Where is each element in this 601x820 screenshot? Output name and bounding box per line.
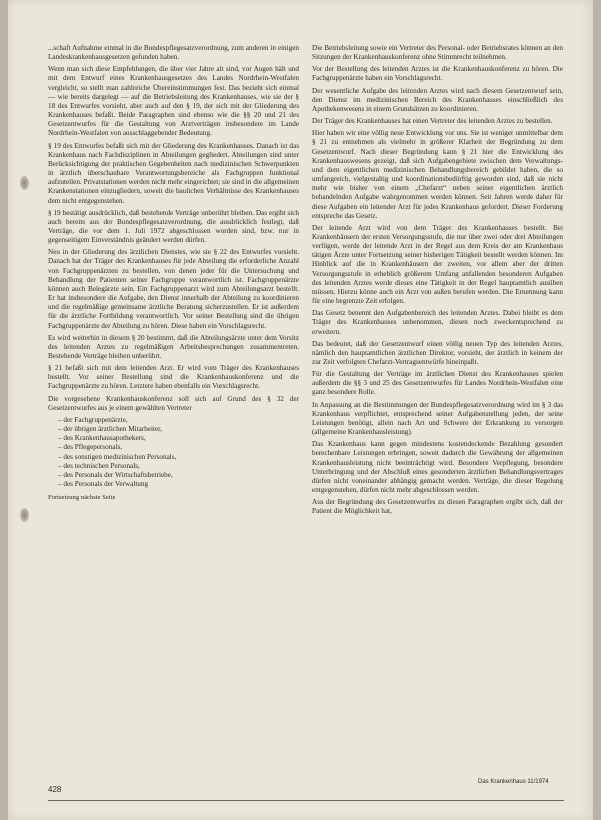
paragraph: Das Krankenhaus kann gegen mindestens kostendeckende Bezahlung gesondert berechenbare Leistungen erbringen, soweit dadurch die Gewährung der allgemeinen Krankenhausleistung nicht beeinträchtigt wird. Besondere Verpflegung, besondere Unterbringung und der Abschluß eines gesonderten ärztlichen Behandlungsvertrages dürfen nicht voneinander abhängig gemacht werden. Verträge, die dieser Regelung entgegenstehen, dürfen nicht mehr abgeschlossen werden. <box>312 440 563 495</box>
list-item: – des Pflegepersonals, <box>58 443 299 452</box>
paragraph: ...schaft Aufnahme einmal in die Bundespflegesatzverordnung, zum anderen in einigen Landeskrankenhausgesetzen gefunden haben. <box>48 44 299 62</box>
paragraph: Die vorgesehene Krankenhauskonferenz soll sich auf Grund des § 32 der Gesetzentwurfes aus je einem gewählten Vertreter <box>48 394 299 412</box>
paragraph: Der wesentliche Aufgabe des leitenden Arztes wird nach diesem Gesetzentwurf sein, den Dienst im medizinischen Bereich des Krankenhauses einschließlich des Apothekenwesens in einem Grundsätzen zu koordinieren. <box>312 86 563 113</box>
list-item: – des sonstigen medizinischen Personals, <box>58 453 299 462</box>
paragraph: In Anpassung an die Bestimmungen der Bundespflegesatzverordnung wird im § 3 das Krankenhaus verpflichtet, entsprechend seiner Aufgabenstellung jeden, der seine Leistungen benötigt, allein nach Art und Schwere der Erkrankung zu versorgen (allgemeine Krankenhausleistung). <box>312 400 563 437</box>
list-item: – des Personals der Wirtschaftsbetriebe, <box>58 471 299 480</box>
list-item: – des technischen Personals, <box>58 462 299 471</box>
binder-hole <box>20 176 29 190</box>
representative-list <box>58 416 299 489</box>
paragraph: Vor der Bestellung des leitenden Arztes ist die Krankenhauskonferenz zu hören. Die Fachgruppenärzte haben ein Vorschlagsrecht. <box>312 65 563 83</box>
list-item: – der Fachgruppenärzte, <box>58 416 299 425</box>
paragraph: Das Gesetz benennt den Aufgabenbereich des leitenden Arztes. Dabei bleibt es dem Träger des Krankenhauses unbenommen, diesen noch zweckentsprechend zu erweitern. <box>312 309 563 336</box>
paragraph: Das bedeutet, daß der Gesetzentwurf einen völlig neuen Typ des leitenden Arztes, nämlich den hauptamtlichen ärztlichen Direktor, vorsieht, der ärztlich in keinem der zur Zeit verfolgten Chefarzt-Vertragsentwürfe hineinpaßt. <box>312 339 563 366</box>
paragraph: Der leitende Arzt wird von dem Träger des Krankenhauses bestellt. Bei Krankenhäusern der ersten Versorgungsstufe, die nur über zwei oder drei Abteilungen verfügen, werde der leitende Arzt in der Regel aus dem Kreis der am Krankenhaus tätigen Ärzte unter Fortsetzung seiner bisherigen Tätigkeit bestellt werden können. Im Hinblick auf die in Krankenhäusern der zweiten, vor allem aber der dritten Versorgungsstufe in erheblich größerem Umfang anfallenden besonderen Aufgaben des leitenden Arztes werde dieses eine Tätigkeit in der Regel hauptamtlich ausüben müssen. Hierzu könne auch ein Arzt von außen berufen werden. Die Ernennung kann für eine begrenzte Zeit erfolgen. <box>312 223 563 306</box>
paragraph: Der Träger des Krankenhauses hat einen Vertreter des leitenden Arztes zu bestellen. <box>312 117 553 126</box>
paragraph: § 21 befaßt sich mit dem leitenden Arzt. Er wird vom Träger des Krankenhauses bestellt. Vor seiner Bestellung sind die Krankenhauskonferenz und die Fachgruppenärzte zu hören. Letztere haben ebenfalls ein Vorschlagsrecht. <box>48 364 299 391</box>
list-item: – des Personals der Verwaltung <box>58 480 299 489</box>
paragraph: § 19 bestätigt ausdrücklich, daß bestehende Verträge unberührt bleiben. Das ergibt sich auch bereits aus der Bundespflegesatzverordnung, die ausdrücklich festlegt, daß Verträge, die vor dem 1. Juli 1972 abgeschlossen worden sind, bzw. nur in gegenseitigem Einverständnis geändert werden dürfen. <box>48 208 299 245</box>
left-column <box>48 44 299 502</box>
list-item: – der übrigen ärztlichen Mitarbeiter, <box>58 425 299 434</box>
paragraph: Für die Gestaltung der Verträge im ärztlichen Dienst des Krankenhauses spielen außerdem die §§ 3 und 25 des Gesetzentwurfes für Landes Nordrhein-Westfalen eine ganz besondere Rolle. <box>312 370 563 397</box>
list-item: – des Krankenhausapothekers, <box>58 434 299 443</box>
paragraph: Die Betriebsleitung sowie ein Vertreter des Personal- oder Betriebsrates können an den Sitzungen der Krankenhauskonferenz ohne Stimmrecht teilnehmen. <box>312 44 563 62</box>
footer-rule <box>48 800 564 801</box>
binder-hole <box>20 508 29 522</box>
paragraph: Hier haben wir eine völlig neue Entwicklung vor uns. Sie ist weniger unmittelbar dem § 21 zu entnehmen als vielmehr in größerer Klarheit der Begründung zu dem Gesetzentwurf. Nach dieser Begründung kann § 21 hier die Entwicklung des Krankenhauswesens gezeigt, daß sich Aufgabengebiete zwischen dem Verwaltungs- und dem eigentlichen medizinischen Behandlungsbereich gebildet haben, die so umfangreich, vielgestaltig und koordinationsbedürftig geworden sind, daß sie nicht mehr wie bisher von einem „Chefarzt“ neben seiner eigentlichen ärztlich behandelnden Aufgabe wahrgenommen werden können. Seit Jahren werde daher für diese Aufgaben ein leitender Arzt für jedes Krankenhaus gefordert. Dieser Forderung entspreche das Gesetz. <box>312 129 563 220</box>
paragraph: § 19 des Entwurfes befaßt sich mit der Gliederung des Krankenhauses. Danach ist das Krankenhaus nach Fachdisziplinen in Abteilungen gegliedert. Abteilungen sind unter Berücksichtigung der praktischen Gegebenheiten nach medizinischen Schwerpunkten in ärztlich überschaubare Verantwortungsbereiche als Fachgruppen funktional aufzuteilen. Privatstationen werden nicht mehr eingerichtet; sie sind in die allgemeinen Krankenstationen einzugliedern, soweit die baulichen Verhältnisse des Krankenhauses dem nicht entgegenstehen. <box>48 141 299 205</box>
document-page <box>8 0 593 820</box>
paragraph: Neu in der Gliederung des ärztlichen Dienstes, wie sie § 22 des Entwurfes vorsieht. Danach hat der Träger des Krankenhauses für jede Abteilung die erforderliche Anzahl von Fachgruppenärzten zu bestellen, von denen jeder für die Untersuchung und Behandlung der Patienten seiner Fachgruppe verantwortlich ist. Fachgruppenärzte können auch Belegärzte sein. Ein Fachgruppenarzt wird zum Abteilungsarzt bestellt. Er hat insbesondere die Aufgabe, den Dienst innerhalb der Abteilung zu koordinieren und die regelmäßige gemeinsame ärztliche Beratung sicherzustellen. Er ist außerdem für die ärztliche Fortbildung verantwortlich. Vor seiner Bestellung sind die übrigen Fachgruppenärzte der Abteilung zu hören. Diese haben ein Vorschlagsrecht. <box>48 248 299 330</box>
page-number: 428 <box>48 785 62 794</box>
paragraph: Wenn man sich diese Empfehlungen, die über vier Jahre alt sind, vor Augen hält und mit dem Entwurf eines Krankenhausgesetzes des Landes Nordrhein-Westfalen vergleicht, so stellt man zahlreiche Übereinstimmungen fest. Das bezieht sich einmal — wie bereits dargelegt — auf die Betriebsleitung des Krankenhauses, wie sie der § 18 des Entwurfes vorsieht, aber auch auf den § 19, der sich mit der Gliederung des Krankenhauses befaßt. Beide Paragraphen sind ebenso wie die §§ 20 und 21 des Gesetzentwurfes für die Gestaltung von Arztverträgen insbesondere im Lande Nordrhein-Westfalen von ausschlaggebender Bedeutung. <box>48 65 299 138</box>
paragraph: Aus der Begründung des Gesetzentwurfes zu diesen Paragraphen ergibt sich, daß der Patient die Möglichkeit hat, <box>312 498 563 516</box>
right-column <box>312 44 563 520</box>
journal-reference: Das Krankenhaus 11/1974 <box>478 779 549 785</box>
continuation-note: Fortsetzung nächste Seite <box>48 494 116 502</box>
paragraph: Es wird weiterhin in diesem § 20 bestimmt, daß die Abteilungsärzte unter dem Vorsitz des leitenden Arztes zu regelmäßigen Arbeitsbesprechungen zusammentreten. Bestehende Verträge bleiben unberührt. <box>48 333 299 360</box>
